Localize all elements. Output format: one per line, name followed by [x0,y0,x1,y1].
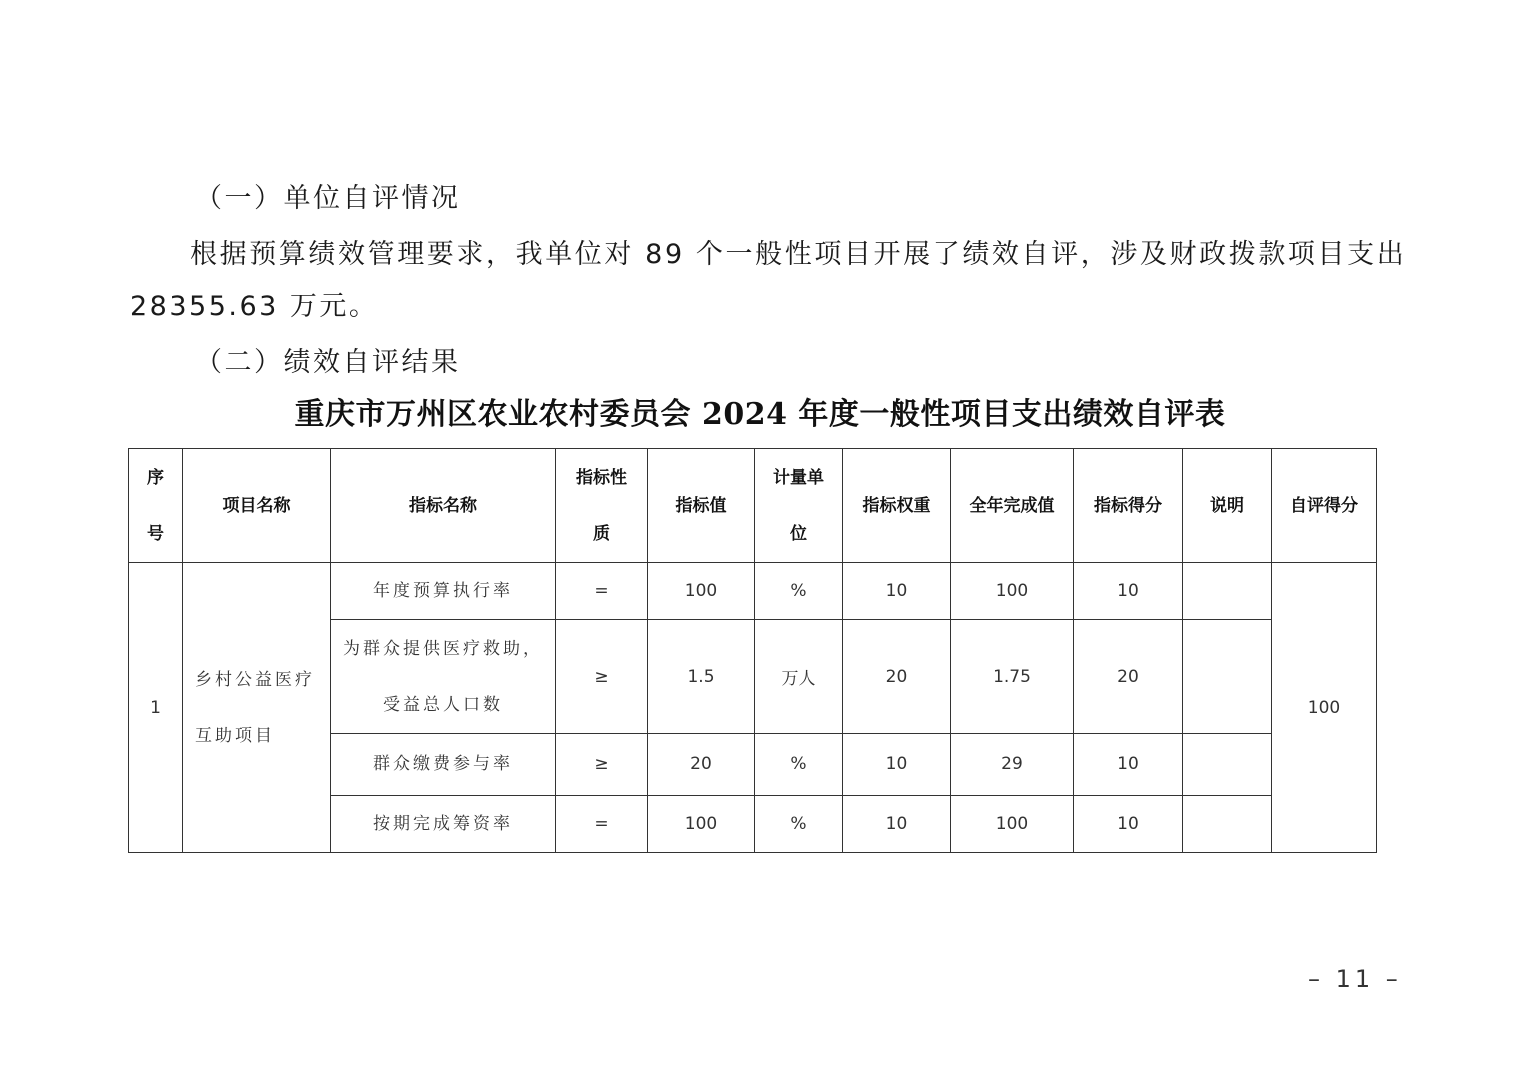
header-nature-line-1: 指标性 [576,467,627,488]
cell-annual-value: 100 [951,795,1074,852]
cell-note [1183,733,1272,795]
header-indicator-score: 指标得分 [1074,449,1183,563]
header-nature-line-2: 质 [593,523,610,544]
header-unit-line-2: 位 [790,523,807,544]
project-name-line-2: 互助项目 [195,725,275,746]
indicator-line-1: 为群众提供医疗救助， [343,638,543,659]
cell-indicator-score: 10 [1074,563,1183,620]
cell-weight: 10 [843,795,951,852]
cell-indicator [331,620,556,733]
cell-annual-value: 29 [951,733,1074,795]
indicator-line-2: 受益总人口数 [383,694,503,715]
cell-note [1183,620,1272,733]
header-unit-line-1: 计量单 [773,467,824,488]
cell-nature: = [556,563,648,620]
header-seq-line-1: 序 [147,467,164,488]
cell-indicator: 群众缴费参与率 [331,733,556,795]
cell-indicator: 年度预算执行率 [331,563,556,620]
header-seq-line-2: 号 [147,523,164,544]
cell-unit: % [755,795,843,852]
cell-indicator-score: 20 [1074,620,1183,733]
cell-target-value: 100 [648,563,755,620]
header-unit [755,449,843,563]
cell-indicator: 按期完成筹资率 [331,795,556,852]
cell-annual-value: 100 [951,563,1074,620]
cell-unit: % [755,563,843,620]
cell-indicator-score: 10 [1074,733,1183,795]
cell-target-value: 100 [648,795,755,852]
section-heading-self-evaluation: （一）单位自评情况 [195,183,461,214]
table-title: 重庆市万州区农业农村委员会 2024 年度一般性项目支出绩效自评表 [294,397,1226,432]
cell-annual-value: 1.75 [951,620,1074,733]
header-nature [556,449,648,563]
header-project-name: 项目名称 [183,449,331,563]
project-name-line-1: 乡村公益医疗 [195,669,315,690]
cell-seq: 1 [129,563,183,853]
cell-weight: 20 [843,620,951,733]
cell-unit: % [755,733,843,795]
cell-weight: 10 [843,733,951,795]
table-row [129,563,1377,620]
header-seq [129,449,183,563]
header-annual-value: 全年完成值 [951,449,1074,563]
section-heading-results: （二）绩效自评结果 [195,347,461,378]
paragraph-line-2: 28355.63 万元。 [130,291,379,322]
header-self-score: 自评得分 [1272,449,1377,563]
header-note: 说明 [1183,449,1272,563]
cell-note [1183,563,1272,620]
cell-self-score: 100 [1272,563,1377,853]
cell-weight: 10 [843,563,951,620]
page-number: – 11 – [1308,965,1402,993]
cell-nature: ≥ [556,733,648,795]
table-header-row [129,449,1377,563]
header-indicator-name: 指标名称 [331,449,556,563]
header-target-value: 指标值 [648,449,755,563]
cell-nature: ≥ [556,620,648,733]
cell-indicator-score: 10 [1074,795,1183,852]
cell-project-name [183,563,331,853]
cell-unit: 万人 [755,620,843,733]
evaluation-table [128,448,1377,853]
header-weight: 指标权重 [843,449,951,563]
cell-note [1183,795,1272,852]
cell-nature: = [556,795,648,852]
cell-target-value: 20 [648,733,755,795]
paragraph-line-1: 根据预算绩效管理要求，我单位对 89 个一般性项目开展了绩效自评，涉及财政拨款项目支出 [190,239,1407,270]
cell-target-value: 1.5 [648,620,755,733]
